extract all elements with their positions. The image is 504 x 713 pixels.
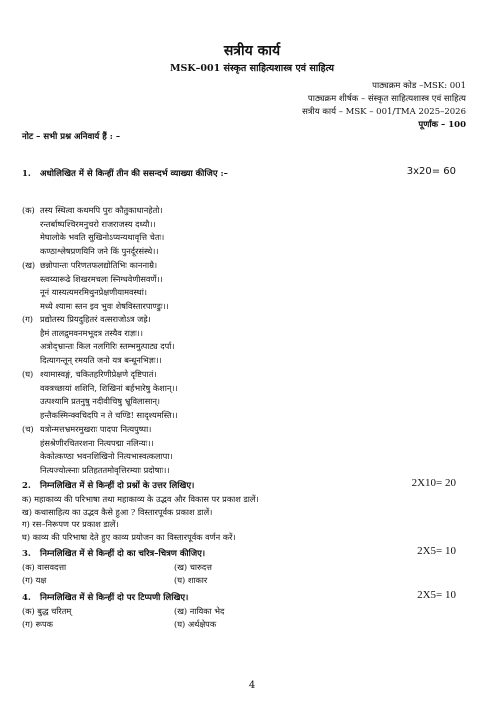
question-number: 4. <box>22 593 31 603</box>
note-text: नोट – सभी प्रश्न अनिवार्य हैं : – <box>22 132 121 142</box>
list-item: क) महाकाव्य की परिभाषा तथा महाकाव्य के उद्भव और विकास पर प्रकाश डालें। <box>22 494 259 504</box>
course-title: पाठ्यक्रम शीर्षक – संस्कृत साहित्यशास्त्र एवं साहित्य <box>307 94 466 104</box>
verse-ga <box>22 313 175 367</box>
verse-line: हंसश्रेणीरचितरशना नित्यपद्मा नलिन्यः।। <box>40 437 154 448</box>
page-number: 4 <box>248 680 256 691</box>
assignment-code: सत्रीय कार्य – MSK – 001/TMA 2025–2026 <box>302 107 466 117</box>
question-3 <box>22 548 205 559</box>
question-2-items <box>22 493 259 543</box>
question-number: 2. <box>22 481 31 491</box>
question-1-marks: 3x20= 60 <box>406 166 456 177</box>
question-3-options <box>22 561 326 586</box>
list-item: ख) कथासाहित्य का उद्भव कैसे हुआ ? विस्तारपूर्वक प्रकाश डालें। <box>22 506 213 517</box>
option-item: (ग) यक्ष <box>22 574 47 585</box>
verse-label: (ख) <box>22 260 36 270</box>
option-item: (क) वासवदत्ता <box>22 562 67 572</box>
question-number: 1. <box>22 169 31 179</box>
question-4-marks: 2X5= 10 <box>417 589 456 601</box>
verse-line: श्यामास्वङ्गं, चकितहरिणीप्रेक्षणे दृष्टिपातं। <box>40 369 157 379</box>
verse-line: अत्रोद्भ्रान्तः किल नलगिरिः स्तम्भमुत्पाट्य दर्पा। <box>40 341 175 351</box>
option-item: (क) बुद्ध चरितम् <box>22 606 72 616</box>
question-text: निम्नलिखित में से किन्हीं दो का चरित्र–चित्रण कीजिए। <box>40 549 206 559</box>
option-item: (ख) चारुदत्त <box>174 562 212 572</box>
verse-line: मेघालोके भवति सुखिनोऽप्यन्यथावृत्ति चेतः। <box>40 232 165 242</box>
verse-label: (च) <box>22 424 34 434</box>
question-text: निम्नलिखित में से किन्हीं दो प्रश्नों के उत्तर लिखिए। <box>40 481 195 491</box>
verse-line: तस्य स्थित्वा कथमपि पुरः कौतुकाधानहेतो। <box>40 205 163 215</box>
verse-gha <box>22 368 178 422</box>
question-3-marks: 2X5= 10 <box>417 545 456 557</box>
verse-line: स्त्वय्यारूढे शिखरमचलः स्निग्धवेणीसवर्णे।। <box>40 273 163 284</box>
option-item: (घ) अर्थक्षेपक <box>174 618 217 629</box>
list-item: ग) रस–निरूपण पर प्रकाश डालें। <box>22 519 119 529</box>
question-number: 3. <box>22 549 31 559</box>
page-title: सत्रीय कार्य <box>223 43 281 59</box>
verse-kha <box>22 259 169 313</box>
course-code: पाठ्यक्रम कोड –MSK: 001 <box>372 81 466 91</box>
verse-label: (क) <box>22 205 35 215</box>
question-1 <box>22 168 228 179</box>
option-item: (ग) रूपक <box>22 618 53 629</box>
verse-line: उत्पश्यामि प्रतनुषु नदीवीचिषु भ्रूविलासान्। <box>40 396 161 406</box>
verse-line: रन्तर्बाष्पश्चिरमनुचरो राजराजस्य दध्यौ।। <box>40 218 156 229</box>
question-4 <box>22 592 188 603</box>
verse-line: यत्रोन्मत्तभ्रमरमुखराः पादपा नित्यपुष्पा। <box>40 424 152 434</box>
verse-line: दित्यागन्तून् रमयति जनो यत्र बन्धूनभिज्ञः।। <box>40 354 162 365</box>
verse-line: नूनं यास्यत्यमरमिथुनप्रेक्षणीयामवस्थां। <box>40 287 148 297</box>
verse-line: कण्ठाश्लेषप्रणयिनि जने किं पुनर्दूरसंस्थे।। <box>40 245 159 256</box>
verse-line: केकोत्कण्ठा भवनशिखिनो नित्यभास्वत्कलापा। <box>40 451 173 461</box>
list-item: घ) काव्य की परिभाषा देते हुए काव्य प्रयोजन का विस्तारपूर्वक वर्णन करें। <box>22 531 236 542</box>
question-text: निम्नलिखित में से किन्हीं दो पर टिप्पणी लिखिए। <box>40 593 189 603</box>
verse-line: मध्ये श्यामः स्तन इव भुवः शेषविस्तारपाण्डुः।। <box>40 300 169 311</box>
option-item: (घ) शाकार <box>174 574 208 585</box>
verse-line: प्रद्योतस्य प्रियदुहितरं वत्सराजोऽत्र जह्रे। <box>40 314 151 324</box>
question-text: अधोलिखित में से किन्हीं तीन की ससन्दर्भ व्याख्या कीजिए :– <box>40 169 228 179</box>
verse-label: (ग) <box>22 314 33 324</box>
verse-line: हैमं तालद्रुमवनमभूदत्र तस्यैव राज्ञः।। <box>40 327 143 338</box>
verse-line: नित्यज्योत्स्नाः प्रतिहततमोवृत्तिरम्याः प्रदोषाः।। <box>40 464 170 475</box>
verse-line: छन्नोपान्तः परिणतफलद्योतिभिः काननाम्रै। <box>40 260 158 270</box>
question-4-options <box>22 605 326 630</box>
verse-label: (घ) <box>22 369 34 379</box>
verse-line: हन्तैकस्मिन्क्वचिदपि न ते चण्डि! सादृश्यमस्ति।। <box>40 409 178 420</box>
question-2-marks: 2X10= 20 <box>411 477 456 489</box>
total-marks: पूर्णांक – 100 <box>418 120 466 130</box>
option-item: (ख) नायिका भेद <box>174 606 225 616</box>
verse-cha <box>22 423 173 477</box>
verse-line: वक्त्रच्छायां शशिनि, शिखिनां बर्हभारेषु केशान्।। <box>40 382 178 393</box>
verse-ka <box>22 204 164 258</box>
question-2 <box>22 480 194 491</box>
course-subtitle: MSK–001 संस्कृत साहित्यशास्त्र एवं साहित्य <box>170 63 334 74</box>
